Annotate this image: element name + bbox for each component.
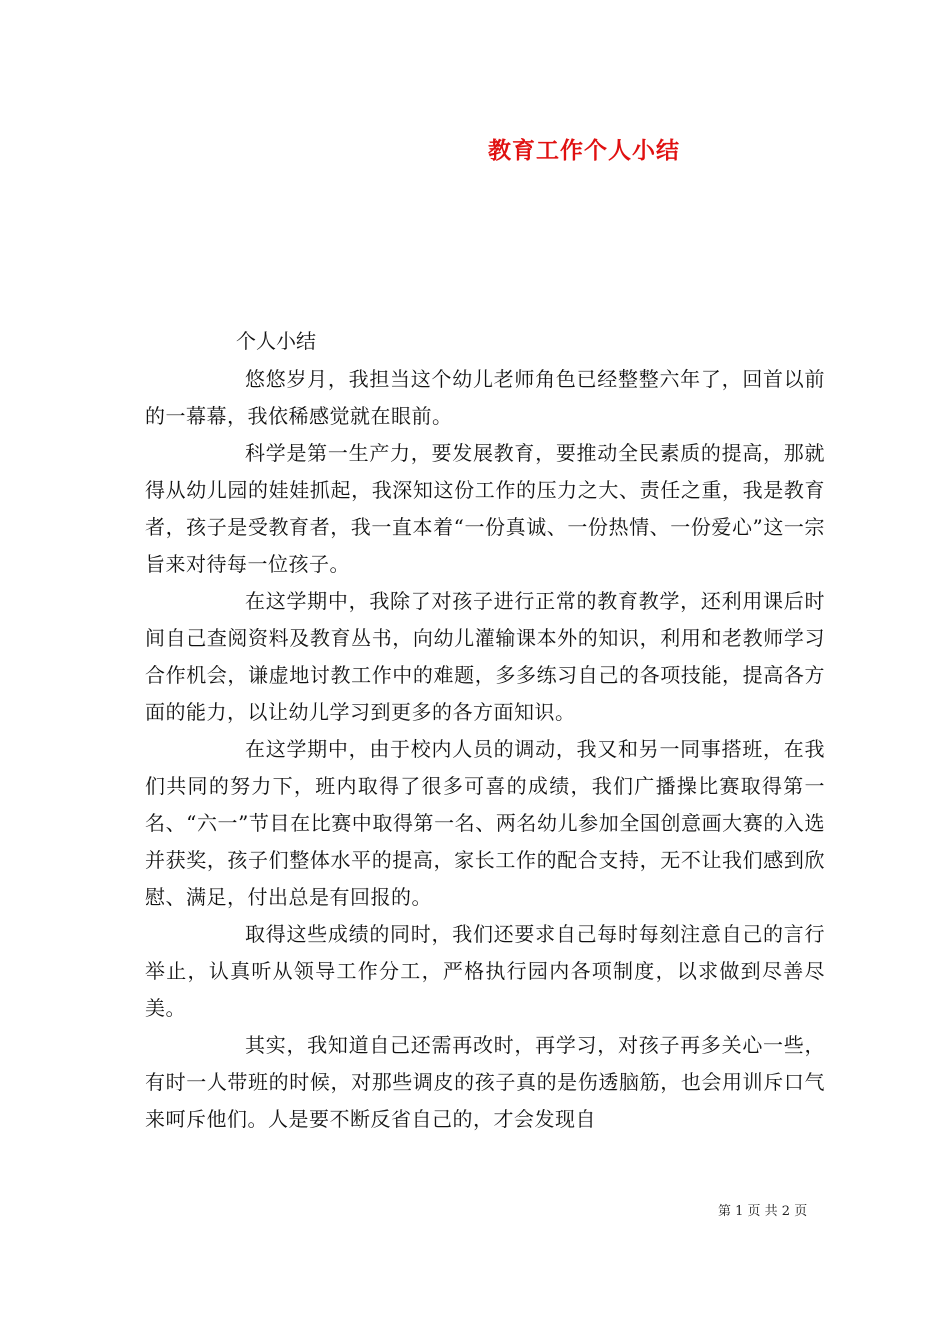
body-paragraph: 在这学期中，由于校内人员的调动，我又和另一同事搭班，在我们共同的努力下，班内取得了很多可喜的成绩，我们广播操比赛取得第一名、“六一”节目在比赛中取得第一名、两名幼儿参加全国创意画大赛的入选并获奖，孩子们整体水平的提高，家长工作的配合支持，无不让我们感到欣慰、满足，付出总是有回报的。 (145, 737, 825, 909)
body-paragraph: 在这学期中，我除了对孩子进行正常的教育教学，还利用课后时间自己查阅资料及教育丛书，向幼儿灌输课本外的知识，利用和老教师学习合作机会，谦虚地讨教工作中的难题，多多练习自己的各项技能，提高各方面的能力，以让幼儿学习到更多的各方面知识。 (145, 589, 825, 724)
page-number-footer: 第 1 页 共 2 页 (718, 1204, 808, 1219)
body-paragraph: 科学是第一生产力，要发展教育，要推动全民素质的提高，那就得从幼儿园的娃娃抓起，我深知这份工作的压力之大、责任之重，我是教育者，孩子是受教育者，我一直本着“一份真诚、一份热情、一份爱心”这一宗旨来对待每一位孩子。 (145, 441, 825, 576)
document-subtitle: 个人小结 (236, 329, 316, 353)
document-body (145, 361, 825, 1138)
body-paragraph: 悠悠岁月，我担当这个幼儿老师角色已经整整六年了，回首以前的一幕幕，我依稀感觉就在眼前。 (145, 367, 825, 428)
body-paragraph: 取得这些成绩的同时，我们还要求自己每时每刻注意自己的言行举止，认真听从领导工作分工，严格执行园内各项制度，以求做到尽善尽美。 (145, 922, 825, 1020)
document-title: 教育工作个人小结 (488, 137, 680, 164)
body-paragraph: 其实，我知道自己还需再改时，再学习，对孩子再多关心一些，有时一人带班的时候，对那些调皮的孩子真的是伤透脑筋，也会用训斥口气来呵斥他们。人是要不断反省自己的，才会发现自 (145, 1033, 825, 1131)
